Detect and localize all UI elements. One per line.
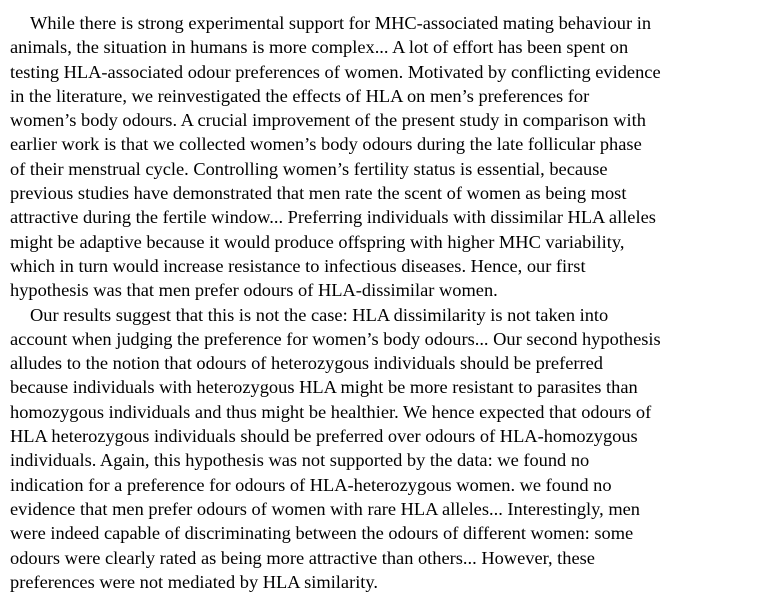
paragraph-1 [10, 11, 766, 303]
text-line: individuals. Again, this hypothesis was not supported by the data: we found no [10, 450, 590, 471]
text-line: women’s body odours. A crucial improvement of the present study in comparison with [10, 110, 646, 131]
text-line: animals, the situation in humans is more complex... A lot of effort has been spent on [10, 37, 629, 58]
text-line: homozygous individuals and thus might be healthier. We hence expected that odours of [10, 401, 652, 422]
text-line: hypothesis was that men prefer odours of HLA-dissimilar women. [10, 280, 498, 301]
text-line: preferences were not mediated by HLA similarity. [10, 571, 379, 592]
text-line: were indeed capable of discriminating between the odours of different women: some [10, 523, 634, 544]
text-line: account when judging the preference for women’s body odours... Our second hypothesis [10, 328, 661, 349]
text-line: odours were clearly rated as being more attractive than others... However, these [10, 547, 595, 568]
document-text [10, 11, 766, 594]
text-line: because individuals with heterozygous HLA might be more resistant to parasites than [10, 377, 638, 398]
text-line: which in turn would increase resistance to infectious diseases. Hence, our first [10, 255, 586, 276]
text-line: previous studies have demonstrated that men rate the scent of women as being most [10, 183, 627, 204]
text-line: in the literature, we reinvestigated the effects of HLA on men’s preferences for [10, 85, 590, 106]
text-line: of their menstrual cycle. Controlling women’s fertility status is essential, because [10, 158, 608, 179]
text-line: indication for a preference for odours of HLA-heterozygous women. we found no [10, 474, 612, 495]
text-line: HLA heterozygous individuals should be preferred over odours of HLA-homozygous [10, 426, 638, 447]
text-line: While there is strong experimental support for MHC-associated mating behaviour in [30, 13, 652, 33]
paragraph-2 [10, 303, 766, 595]
text-line: evidence that men prefer odours of women with rare HLA alleles... Interestingly, men [10, 498, 641, 519]
text-line: attractive during the fertile window... Preferring individuals with dissimilar HLA alleles [10, 207, 656, 228]
text-line: testing HLA-associated odour preferences of women. Motivated by conflicting evidence [10, 61, 661, 82]
text-line: might be adaptive because it would produce offspring with higher MHC variability, [10, 231, 625, 252]
text-line: earlier work is that we collected women’s body odours during the late follicular phase [10, 134, 642, 155]
text-line: alludes to the notion that odours of heterozygous individuals should be preferred [10, 353, 603, 374]
text-line: Our results suggest that this is not the case: HLA dissimilarity is not taken into [30, 304, 609, 325]
